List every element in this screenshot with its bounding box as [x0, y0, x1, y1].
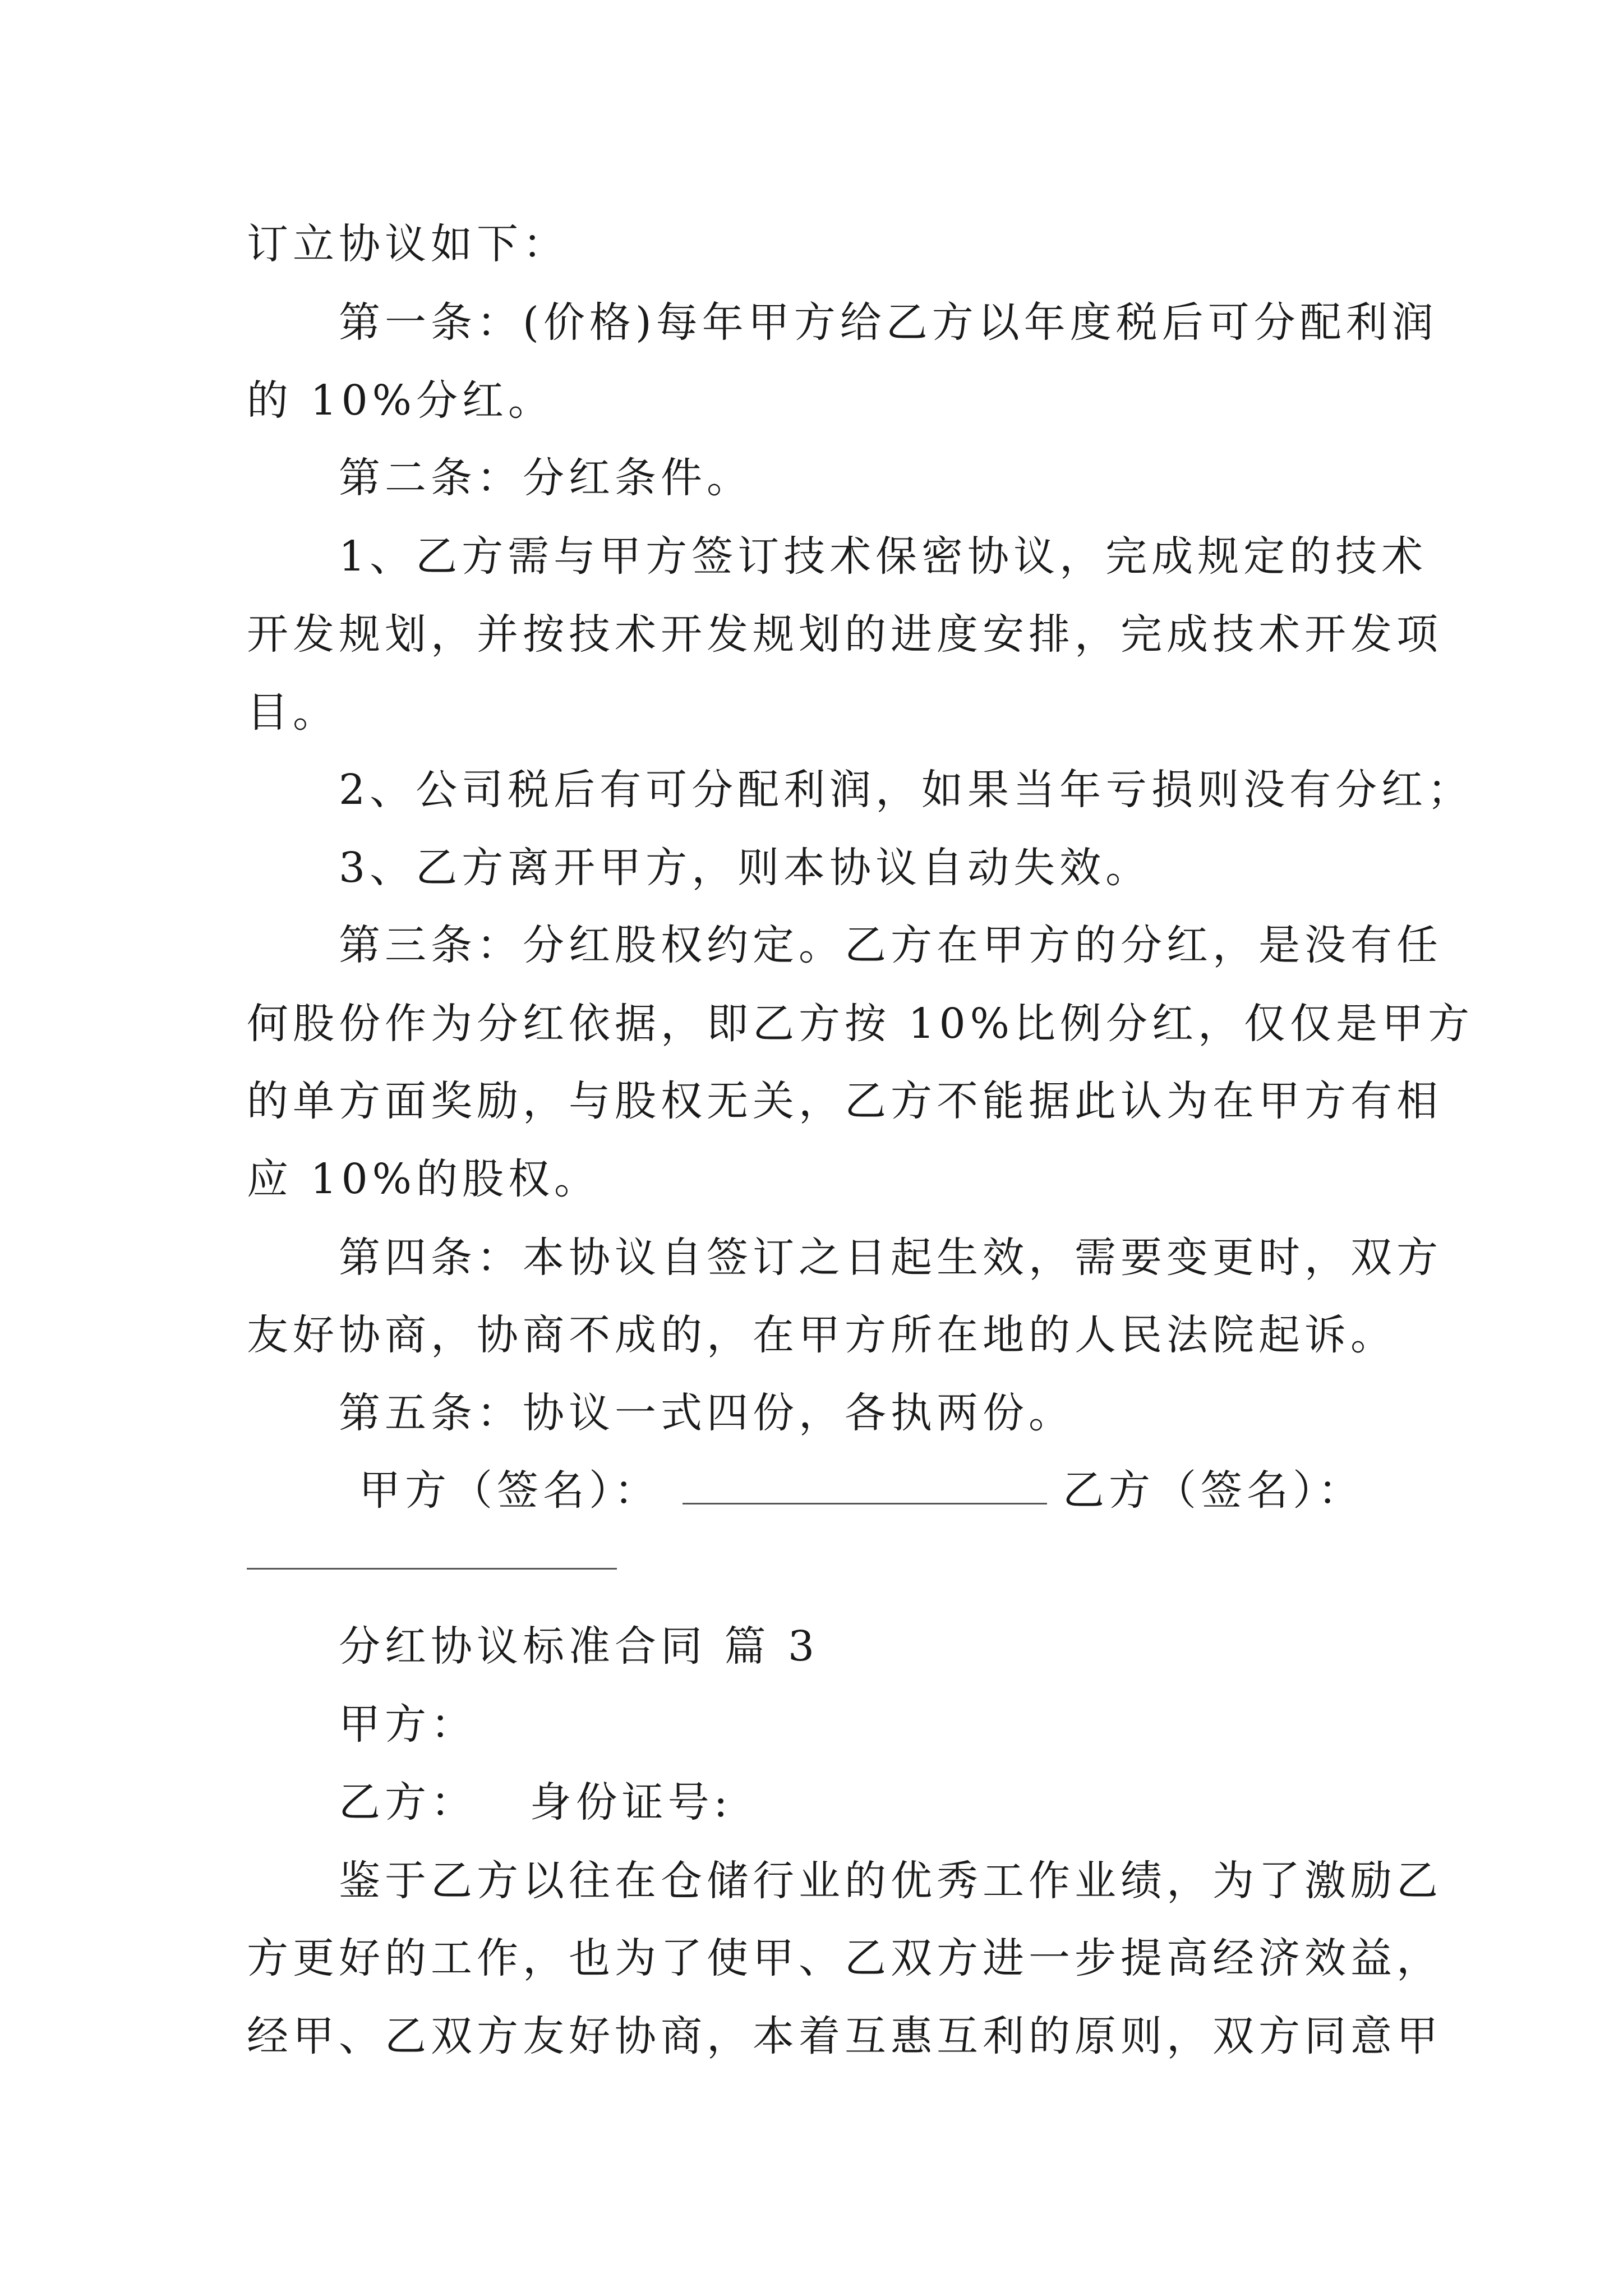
- article-3-line-1: 第三条：分红股权约定。乙方在甲方的分红，是没有任: [339, 921, 1442, 969]
- party-b-signature-label: 乙方（签名）：: [1063, 1466, 1364, 1515]
- article-1-line-1: 第一条：(价格)每年甲方给乙方以年度税后可分配利润: [339, 298, 1438, 347]
- condition-2: 2、公司税后有可分配利润，如果当年亏损则没有分红；: [339, 766, 1474, 814]
- section-title: 分红协议标准合同 篇 3: [339, 1622, 819, 1671]
- article-4-line-1: 第四条：本协议自签订之日起生效，需要变更时，双方: [339, 1234, 1442, 1282]
- article-5: 第五条：协议一式四份，各执两份。: [339, 1389, 1075, 1437]
- article-3-line-2: 何股份作为分红依据，即乙方按 10%比例分红，仅仅是甲方: [247, 1000, 1474, 1048]
- party-b-label: 乙方： 身份证号:: [339, 1778, 732, 1826]
- party-b-signature-blank: [247, 1568, 617, 1570]
- condition-1-line-2: 开发规划，并按技术开发规划的进度安排，完成技术开发项: [247, 610, 1442, 659]
- article-3-line-4: 应 10%的股权。: [247, 1155, 600, 1203]
- signature-row: [359, 1466, 1364, 1515]
- article-2-title: 第二条：分红条件。: [339, 454, 753, 502]
- condition-1-line-3: 目。: [247, 688, 339, 737]
- intro-line: 订立协议如下：: [247, 220, 569, 268]
- party-a-signature-label: 甲方（签名）：: [359, 1466, 660, 1515]
- body-line-3: 经甲、乙双方友好协商，本着互惠互利的原则，双方同意甲: [247, 2012, 1442, 2060]
- article-4-line-2: 友好协商，协商不成的，在甲方所在地的人民法院起诉。: [247, 1311, 1396, 1359]
- article-1-line-2: 的 10%分红。: [247, 376, 554, 425]
- condition-1-line-1: 1、乙方需与甲方签订技术保密协议，完成规定的技术: [339, 532, 1428, 581]
- condition-3: 3、乙方离开甲方，则本协议自动失效。: [339, 844, 1152, 892]
- party-a-signature-blank: [683, 1503, 1047, 1504]
- article-3-line-3: 的单方面奖励，与股权无关，乙方不能据此认为在甲方有相: [247, 1077, 1442, 1125]
- body-line-1: 鉴于乙方以往在仓储行业的优秀工作业绩，为了激励乙: [339, 1857, 1442, 1905]
- party-a-label: 甲方：: [339, 1700, 477, 1749]
- body-line-2: 方更好的工作，也为了使甲、乙双方进一步提高经济效益，: [247, 1934, 1442, 1982]
